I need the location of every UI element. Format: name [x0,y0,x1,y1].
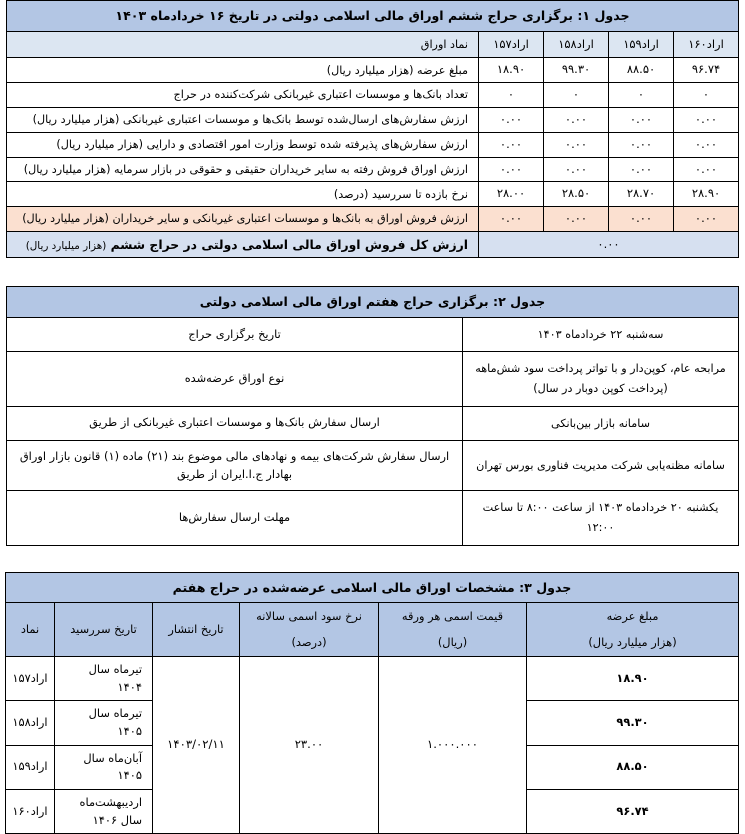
table-row [7,157,739,182]
table-1-cell: ۰.۰۰ [544,132,609,157]
table-3-header-nominal-price: قیمت اسمی هر ورقه [379,603,527,631]
table-3-nominal-rate: ۲۳.۰۰ [240,656,379,833]
table-1-symbol-1: اراد۱۵۷ [479,31,544,58]
table-3-amount: ۹۶.۷۴ [527,789,739,833]
table-1-cell: ۰ [609,83,674,108]
table-2-value: سه‌شنبه ۲۲ خردادماه ۱۴۰۳ [463,317,739,352]
table-1-cell: ۰ [544,83,609,108]
table-1-row-label: نرخ بازده تا سررسید (درصد) [7,182,479,207]
table-2-key: ارسال سفارش بانک‌ها و موسسات اعتباری غیربانکی از طریق [7,406,463,441]
table-row [7,182,739,207]
table-1-symbol-3: اراد۱۵۹ [609,31,674,58]
table-2-key: مهلت ارسال سفارش‌ها [7,491,463,545]
table-1-cell: ۰ [479,83,544,108]
table-1-title-row [7,1,739,32]
table-1-cell: ۸۸.۵۰ [609,58,674,83]
table-3-title: جدول ۳: مشخصات اوراق مالی اسلامی عرضه‌شده در حراج هفتم [5,572,738,603]
table-row [7,317,739,352]
table-1-title: جدول ۱: برگزاری حراج ششم اوراق مالی اسلامی دولتی در تاریخ ۱۶ خردادماه ۱۴۰۳ [7,1,739,32]
table-3-header-maturity-date: تاریخ سررسید [55,603,153,657]
table-3-nominal-price: ۱.۰۰۰.۰۰۰ [379,656,527,833]
table-1-total-label-unit: (هزار میلیارد ریال) [25,240,107,253]
table-3-issue-date: ۱۴۰۳/۰۲/۱۱ [153,656,240,833]
table-1-cell: ۹۹.۳۰ [544,58,609,83]
table-3-maturity: آبان‌ماه سال ۱۴۰۵ [55,745,153,789]
table-1-cell: ۹۶.۷۴ [674,58,739,83]
table-1-auction-six [6,0,739,258]
table-3-header-offer-amount: مبلغ عرضه [527,603,739,631]
table-1-symbol-header-label: نماد اوراق [7,31,479,58]
table-1-total-row [7,232,739,258]
section-spacer [0,258,745,286]
table-1-cell: ۲۸.۹۰ [674,182,739,207]
table-1-cell: ۱۸.۹۰ [479,58,544,83]
table-1-row-label: تعداد بانک‌ها و موسسات اعتباری غیربانکی شرکت‌کننده در حراج [7,83,479,108]
table-1-cell: ۰.۰۰ [479,207,544,232]
table-1-cell: ۲۸.۵۰ [544,182,609,207]
table-2-value: یکشنبه ۲۰ خردادماه ۱۴۰۳ از ساعت ۸:۰۰ تا ساعت ۱۲:۰۰ [463,491,739,545]
table-3-header-symbol: نماد [5,603,54,657]
table-1-total-value: ۰.۰۰ [479,232,739,258]
table-3-symbol: اراد۱۵۸ [5,701,54,745]
table-1-total-label-main: ارزش کل فروش اوراق مالی اسلامی دولتی در حراج ششم [110,237,468,253]
table-3-maturity: تیرماه سال ۱۴۰۵ [55,701,153,745]
table-3-title-row [5,572,738,603]
table-1-row-label: ارزش سفارش‌های ارسال‌شده توسط بانک‌ها و موسسات اعتباری غیربانکی (هزار میلیارد ریال) [7,107,479,132]
table-1-symbol-header-row [7,31,739,58]
table-row [7,441,739,491]
table-3-symbol: اراد۱۶۰ [5,789,54,833]
table-1-cell: ۰.۰۰ [674,132,739,157]
table-3-header-issue-date: تاریخ انتشار [153,603,240,657]
table-3-header-offer-amount-unit: (هزار میلیارد ریال) [527,630,739,656]
table-2-auction-seven [6,286,739,545]
table-row-highlighted [7,207,739,232]
table-1-symbol-2: اراد۱۵۸ [544,31,609,58]
table-1-row-label: ارزش فروش اوراق به بانک‌ها و موسسات اعتباری غیربانکی و سایر خریداران (هزار میلیارد ریال) [7,207,479,232]
table-1-cell: ۰.۰۰ [544,157,609,182]
table-2-key: ارسال سفارش شرکت‌های بیمه و نهادهای مالی موضوع بند (۲۱) ماده (۱) قانون بازار اوراق بهادار ج.ا.ایران از طریق [7,441,463,491]
table-2-value: سامانه مظنه‌یابی شرکت مدیریت فناوری بورس تهران [463,441,739,491]
table-3-header-nominal-rate: نرخ سود اسمی سالانه [240,603,379,631]
table-1-cell: ۰.۰۰ [479,157,544,182]
table-1-row-label: ارزش اوراق فروش رفته به سایر خریداران حقیقی و حقوقی در بازار سرمایه (هزار میلیارد ریال) [7,157,479,182]
table-row [7,83,739,108]
table-1-cell: ۰.۰۰ [479,107,544,132]
table-1-cell: ۲۸.۰۰ [479,182,544,207]
table-2-value: سامانه بازار بین‌بانکی [463,406,739,441]
table-row [7,107,739,132]
table-1-row-label: مبلغ عرضه (هزار میلیارد ریال) [7,58,479,83]
table-1-cell: ۰.۰۰ [609,132,674,157]
table-3-symbol: اراد۱۵۷ [5,656,54,700]
table-3-header-nominal-price-unit: (ریال) [379,630,527,656]
table-1-cell: ۰.۰۰ [674,107,739,132]
table-3-symbol: اراد۱۵۹ [5,745,54,789]
section-spacer [0,546,745,572]
table-2-value: مرابحه عام، کوپن‌دار و با تواتر پرداخت سود شش‌ماهه (پرداخت کوپن دوبار در سال) [463,352,739,406]
table-2-key: نوع اوراق عرضه‌شده [7,352,463,406]
table-3-bond-specs [5,572,739,834]
table-1-total-label [7,232,479,258]
table-1-cell: ۰.۰۰ [479,132,544,157]
table-1-symbol-4: اراد۱۶۰ [674,31,739,58]
table-3-amount: ۱۸.۹۰ [527,656,739,700]
table-3-header-row-1 [5,603,738,631]
table-2-title: جدول ۲: برگزاری حراج هفتم اوراق مالی اسلامی دولتی [7,287,739,318]
table-1-cell: ۰.۰۰ [609,107,674,132]
table-1-cell: ۰.۰۰ [609,207,674,232]
table-2-key: تاریخ برگزاری حراج [7,317,463,352]
table-row [5,656,738,700]
table-3-maturity: تیرماه سال ۱۴۰۴ [55,656,153,700]
table-row [7,491,739,545]
table-1-cell: ۲۸.۷۰ [609,182,674,207]
table-row [7,352,739,406]
table-row [7,58,739,83]
table-3-header-nominal-rate-unit: (درصد) [240,630,379,656]
table-1-cell: ۰ [674,83,739,108]
table-3-maturity: اردیبهشت‌ماه سال ۱۴۰۶ [55,789,153,833]
table-3-amount: ۸۸.۵۰ [527,745,739,789]
table-1-cell: ۰.۰۰ [544,107,609,132]
table-1-cell: ۰.۰۰ [609,157,674,182]
table-row [7,132,739,157]
table-2-title-row [7,287,739,318]
table-1-cell: ۰.۰۰ [674,157,739,182]
table-row [7,406,739,441]
table-3-amount: ۹۹.۳۰ [527,701,739,745]
table-1-cell: ۰.۰۰ [544,207,609,232]
table-1-row-label: ارزش سفارش‌های پذیرفته شده توسط وزارت امور اقتصادی و دارایی (هزار میلیارد ریال) [7,132,479,157]
table-1-cell: ۰.۰۰ [674,207,739,232]
